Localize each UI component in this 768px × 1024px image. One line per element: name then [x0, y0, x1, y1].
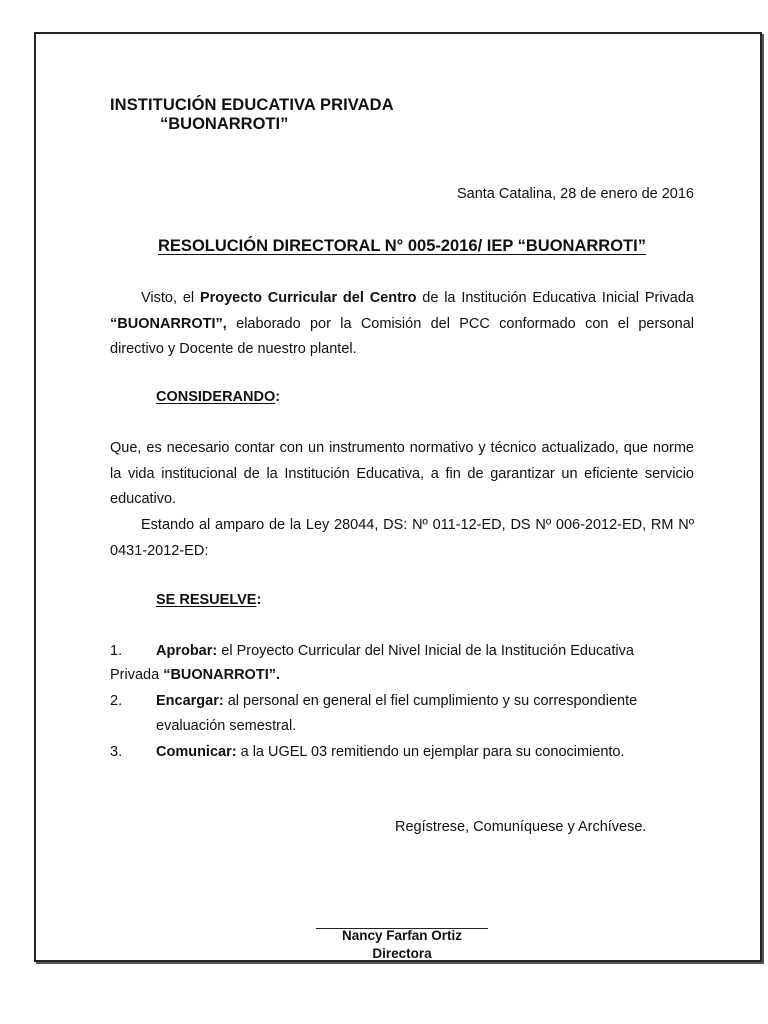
item-3-number: 3.	[110, 744, 123, 760]
considerando-paragraph-2: Estando al amparo de la Ley 28044, DS: Nº 011-12-ED, DS Nº 006-2012-ED, RM Nº 0431-2012-ED:	[110, 517, 694, 559]
resolution-title: RESOLUCIÓN DIRECTORAL N° 005-2016/ IEP “BUONARROTI”	[158, 237, 646, 255]
item-3-body: a la UGEL 03 remitiendo un ejemplar para su conocimiento.	[236, 744, 625, 760]
item-2-body: al personal en general el fiel cumplimiento y su correspondiente	[223, 693, 638, 709]
considerando-heading-text: CONSIDERANDO	[156, 389, 276, 405]
item-1-label: Aprobar:	[156, 643, 218, 659]
se-resuelve-colon: :	[256, 592, 262, 608]
item-1-body: el Proyecto Curricular del Nivel Inicial de la Institución Educativa	[217, 643, 634, 659]
item-2-text	[156, 689, 694, 714]
closing-formula: Regístrese, Comuníquese y Archívese.	[395, 819, 647, 835]
item-3-label: Comunicar:	[156, 744, 237, 760]
item-3-text	[156, 740, 694, 765]
institution-name: “BUONARROTI”	[160, 115, 289, 133]
item-2-label: Encargar:	[156, 693, 224, 709]
visto-project-name: Proyecto Curricular del Centro	[199, 290, 417, 306]
considerando-paragraph-1: Que, es necesario contar con un instrumento normativo y técnico actualizado, que norme la vida institucional de la Institución Educativa, a fin de garantizar un eficiente servicio educativo.	[110, 440, 694, 507]
visto-prefix: Visto, el	[141, 290, 200, 306]
item-2-continuation: evaluación semestral.	[156, 718, 297, 734]
item-1-continuation	[110, 663, 694, 688]
visto-school-name: “BUONARROTI”,	[110, 315, 227, 332]
item-1-continuation-bold: “BUONARROTI”.	[163, 667, 281, 683]
considerando-colon: :	[275, 389, 281, 405]
visto-paragraph	[110, 286, 694, 363]
item-1-number: 1.	[110, 643, 123, 659]
signer-name: Nancy Farfan Ortiz	[341, 928, 463, 943]
se-resuelve-heading-text: SE RESUELVE	[156, 592, 257, 608]
item-1-text	[156, 639, 694, 664]
se-resuelve-heading	[156, 592, 261, 608]
item-1-continuation-prefix: Privada	[110, 667, 164, 683]
signer-role: Directora	[372, 946, 432, 961]
visto-middle: de la Institución Educativa Inicial Privada	[416, 290, 694, 306]
item-2-number: 2.	[110, 693, 123, 709]
considerando-heading	[156, 389, 280, 405]
visto-suffix: elaborado por la Comisión del PCC conformado con el personal directivo y Docente de nuestro plantel.	[110, 315, 694, 357]
date-line: Santa Catalina, 28 de enero de 2016	[456, 186, 694, 202]
institution-type: INSTITUCIÓN EDUCATIVA PRIVADA	[110, 96, 394, 114]
